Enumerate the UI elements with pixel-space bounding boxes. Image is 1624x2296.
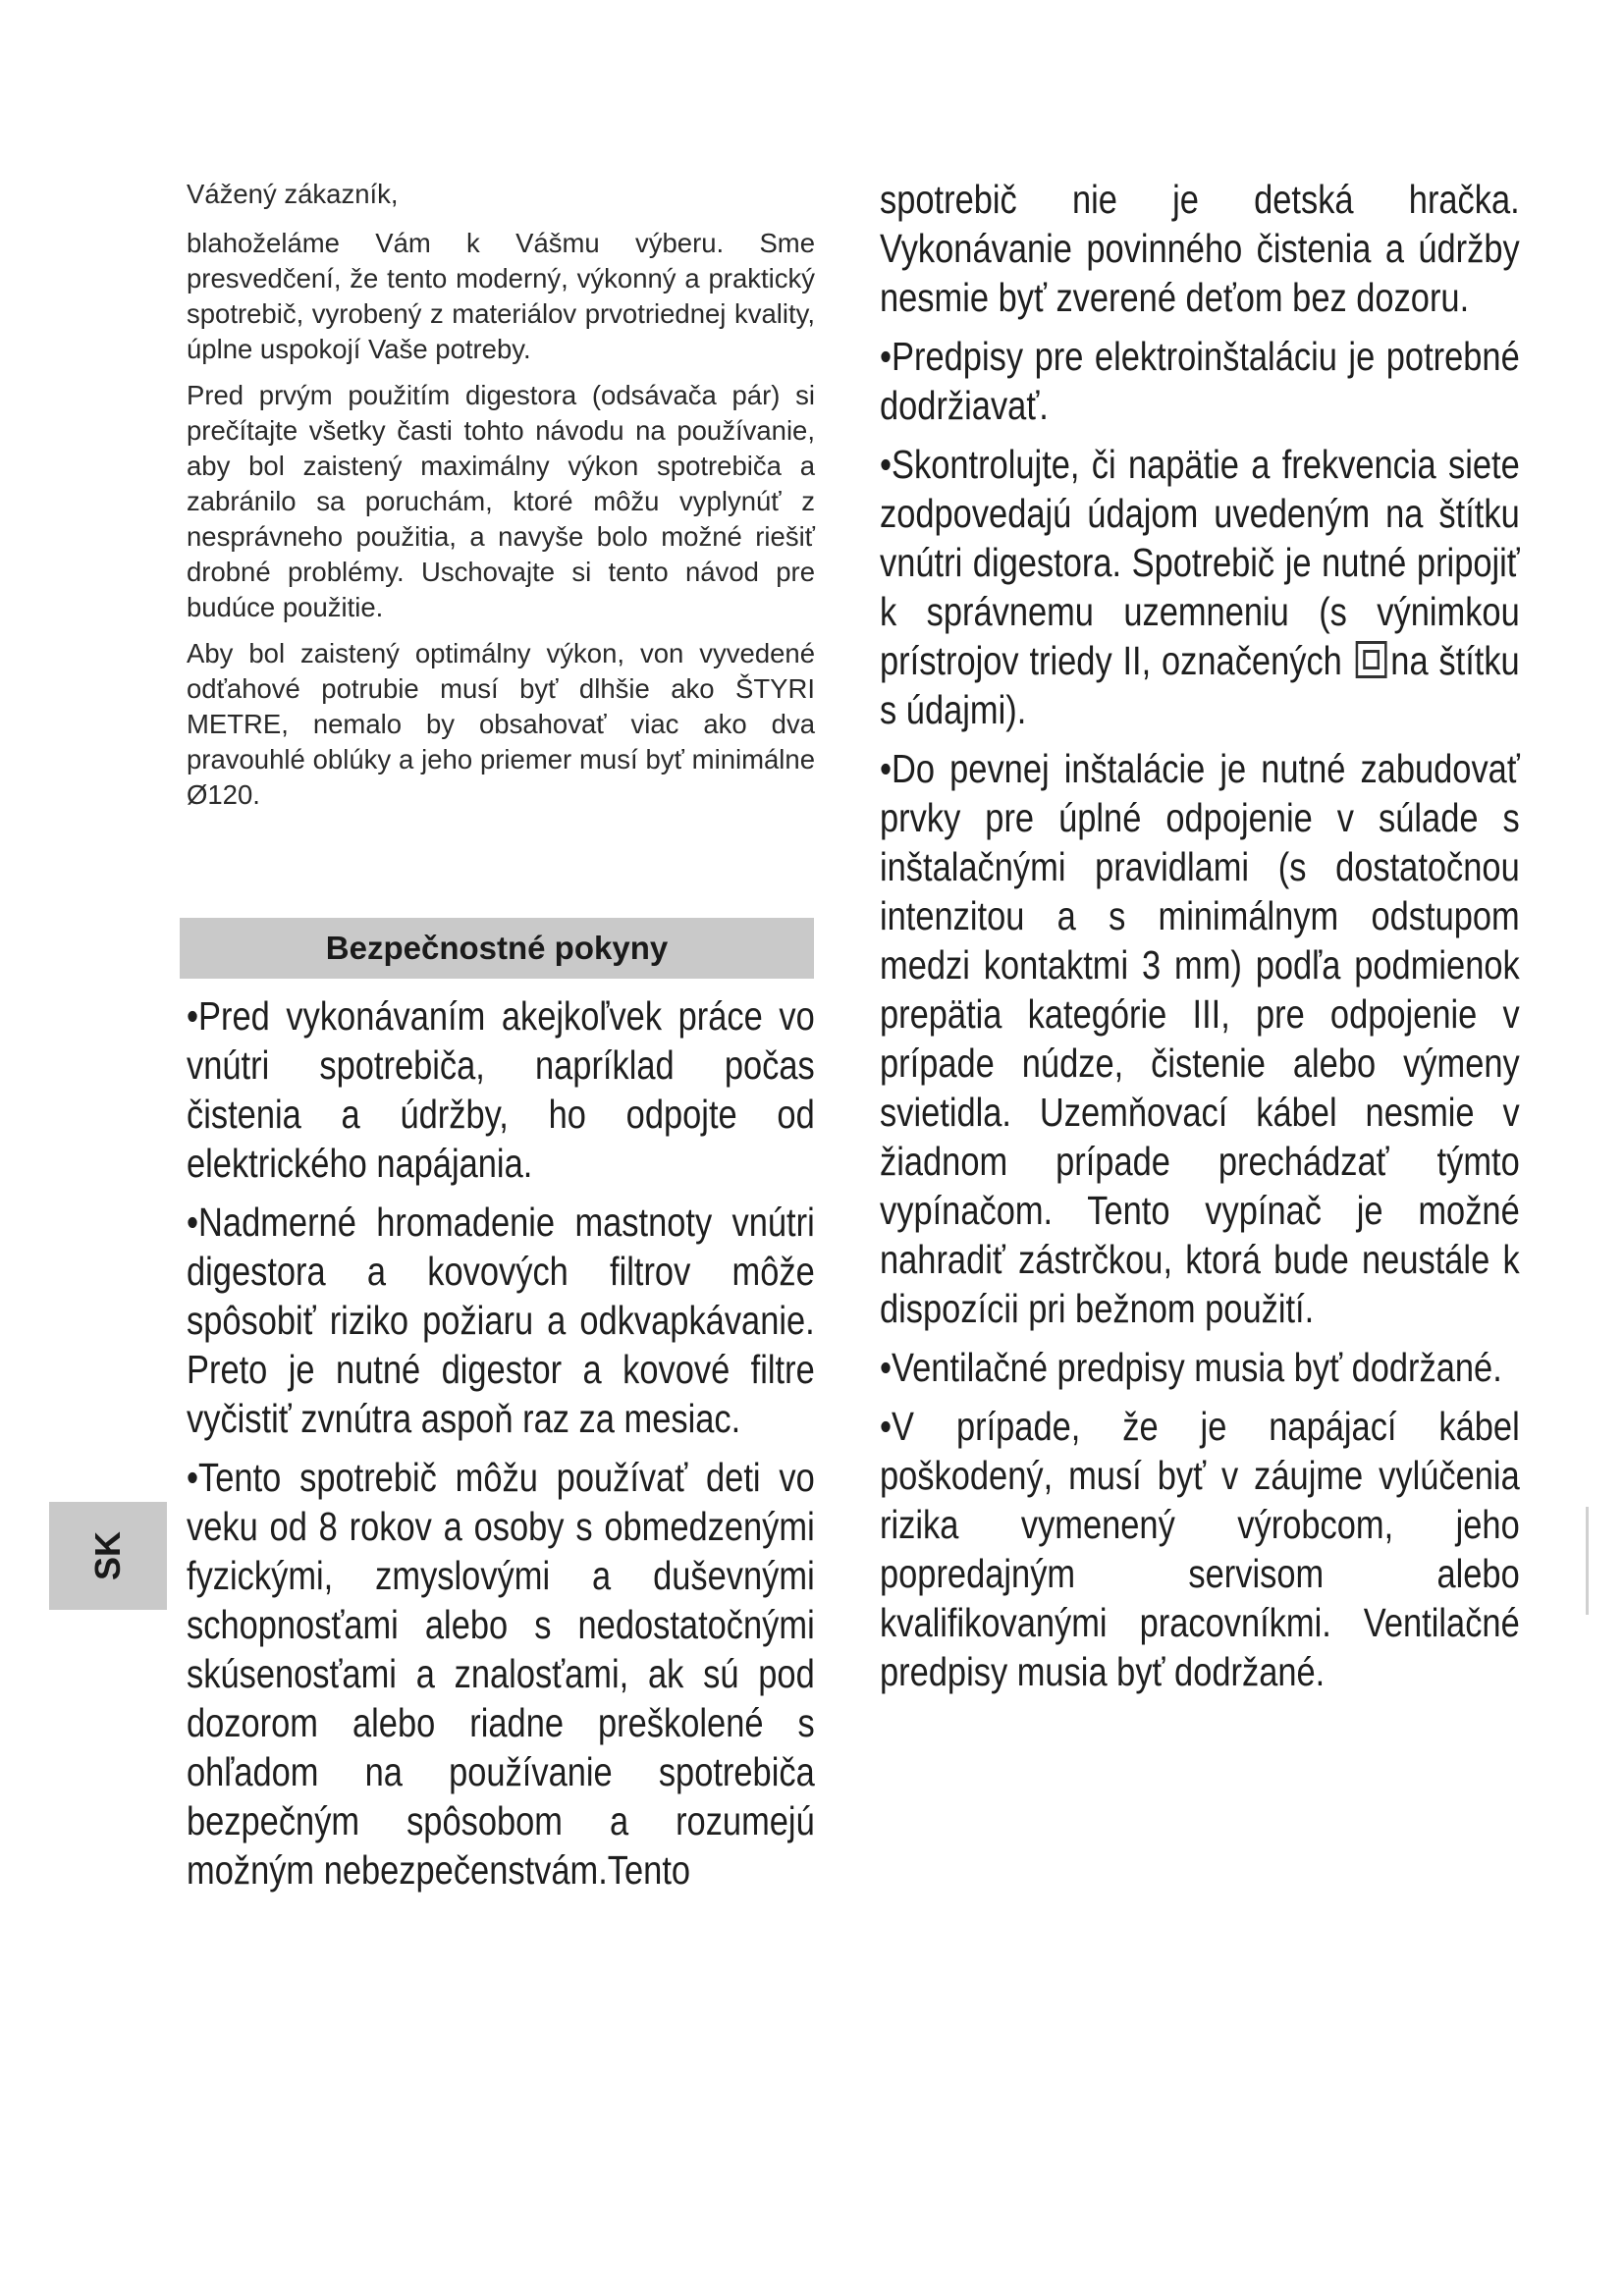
safety-heading: Bezpečnostné pokyny <box>180 918 814 979</box>
intro-section <box>187 177 815 824</box>
class-ii-double-square-icon <box>1356 641 1387 678</box>
intro-paragraph-1: blahoželáme Vám k Vášmu výberu. Sme presvedčení, že tento moderný, výkonný a praktický spotrebič, vyrobený z materiálov prvotriednej kvality, úplne uspokojí Vaše potreby. <box>187 228 815 364</box>
safety-item-disconnect: •Pred vykonávaním akejkoľvek práce vo vnútri spotrebiča, napríklad počas čistenia a údržby, ho odpojte od elektrického napájania. <box>187 993 815 1186</box>
safety-item-voltage <box>880 440 1520 734</box>
safety-item-cable: •V prípade, že je napájací kábel poškodený, musí byť v záujme vylúčenia rizika vymenený výrobcom, jeho popredajným servisom alebo kvalifikovanými pracovníkmi. Ventilačné predpisy musia byť dodržané. <box>880 1404 1520 1694</box>
safety-right-column <box>880 175 1520 1706</box>
voltage-text-end: na štítku s údajmi). <box>880 638 1520 732</box>
intro-paragraph-2: Pred prvým použitím digestora (odsávača pár) si prečítajte všetky časti tohto návodu na používanie, aby bol zaistený maximálny výkon spotrebiča a zabránilo sa poruchám, ktoré môžu vyplynúť z nesprávneho použitia, a navyše bolo možné riešiť drobné problémy. Uschovajte si tento návod pre budúce použitie. <box>187 380 815 622</box>
safety-item-grease: •Nadmerné hromadenie mastnoty vnútri digestora a kovových filtrov môže spôsobiť riziko požiaru a odkvapkávanie. Preto je nutné digestor a kovové filtre vyčistiť zvnútra aspoň raz za mesiac. <box>187 1200 815 1441</box>
page-edge-marker <box>1586 1507 1589 1615</box>
language-tab <box>49 1502 167 1610</box>
safety-item-children-cont: spotrebič nie je detská hračka. Vykonávanie povinného čistenia a údržby nesmie byť zverené deťom bez dozoru. <box>880 177 1520 320</box>
safety-item-ventilation: •Ventilačné predpisy musia byť dodržané. <box>880 1345 1502 1390</box>
safety-item-children: •Tento spotrebič môžu používať deti vo veku od 8 rokov a osoby s obmedzenými fyzickými, zmyslovými a duševnými schopnosťami alebo s nedostatočnými skúsenosťami a znalosťami, ak sú pod dozorom alebo riadne preškolené s ohľadom na používanie spotrebiča bezpečným spôsobom a rozumejú možným nebezpečenstvám.Tento <box>187 1455 815 1893</box>
intro-paragraph-3: Aby bol zaistený optimálny výkon, von vyvedené odťahové potrubie musí byť dlhšie ako ŠTYRI METRE, nemalo by obsahovať viac ako dva pravouhlé oblúky a jeho priemer musí byť minimálne Ø120. <box>187 638 815 810</box>
greeting: Vážený zákazník, <box>187 179 399 209</box>
safety-item-electrical: •Predpisy pre elektroinštaláciu je potrebné dodržiavať. <box>880 334 1520 428</box>
safety-item-disconnection: •Do pevnej inštalácie je nutné zabudovať prvky pre úplné odpojenie v súlade s inštalačnými pravidlami (s dostatočnou intenzitou a s minimálnym odstupom medzi kontaktmi 3 mm) podľa podmienok prepätia kategórie III, pre odpojenie v prípade núdze, čistenie alebo výmeny svietidla. Uzemňovací kábel nesmie v žiadnom prípade prechádzať týmto vypínačom. Tento vypínač je možné nahradiť zástrčkou, ktorá bude neustále k dispozícii pri bežnom použití. <box>880 746 1520 1331</box>
language-tab-label: SK <box>86 1530 128 1581</box>
safety-left-column <box>187 991 815 1904</box>
voltage-text: •Skontrolujte, či napätie a frekvencia siete zodpovedajú údajom uvedeným na štítku vnútri digestora. Spotrebič je nutné pripojiť k správnemu uzemneniu (s výnimkou prístrojov triedy II, označených <box>880 442 1520 683</box>
